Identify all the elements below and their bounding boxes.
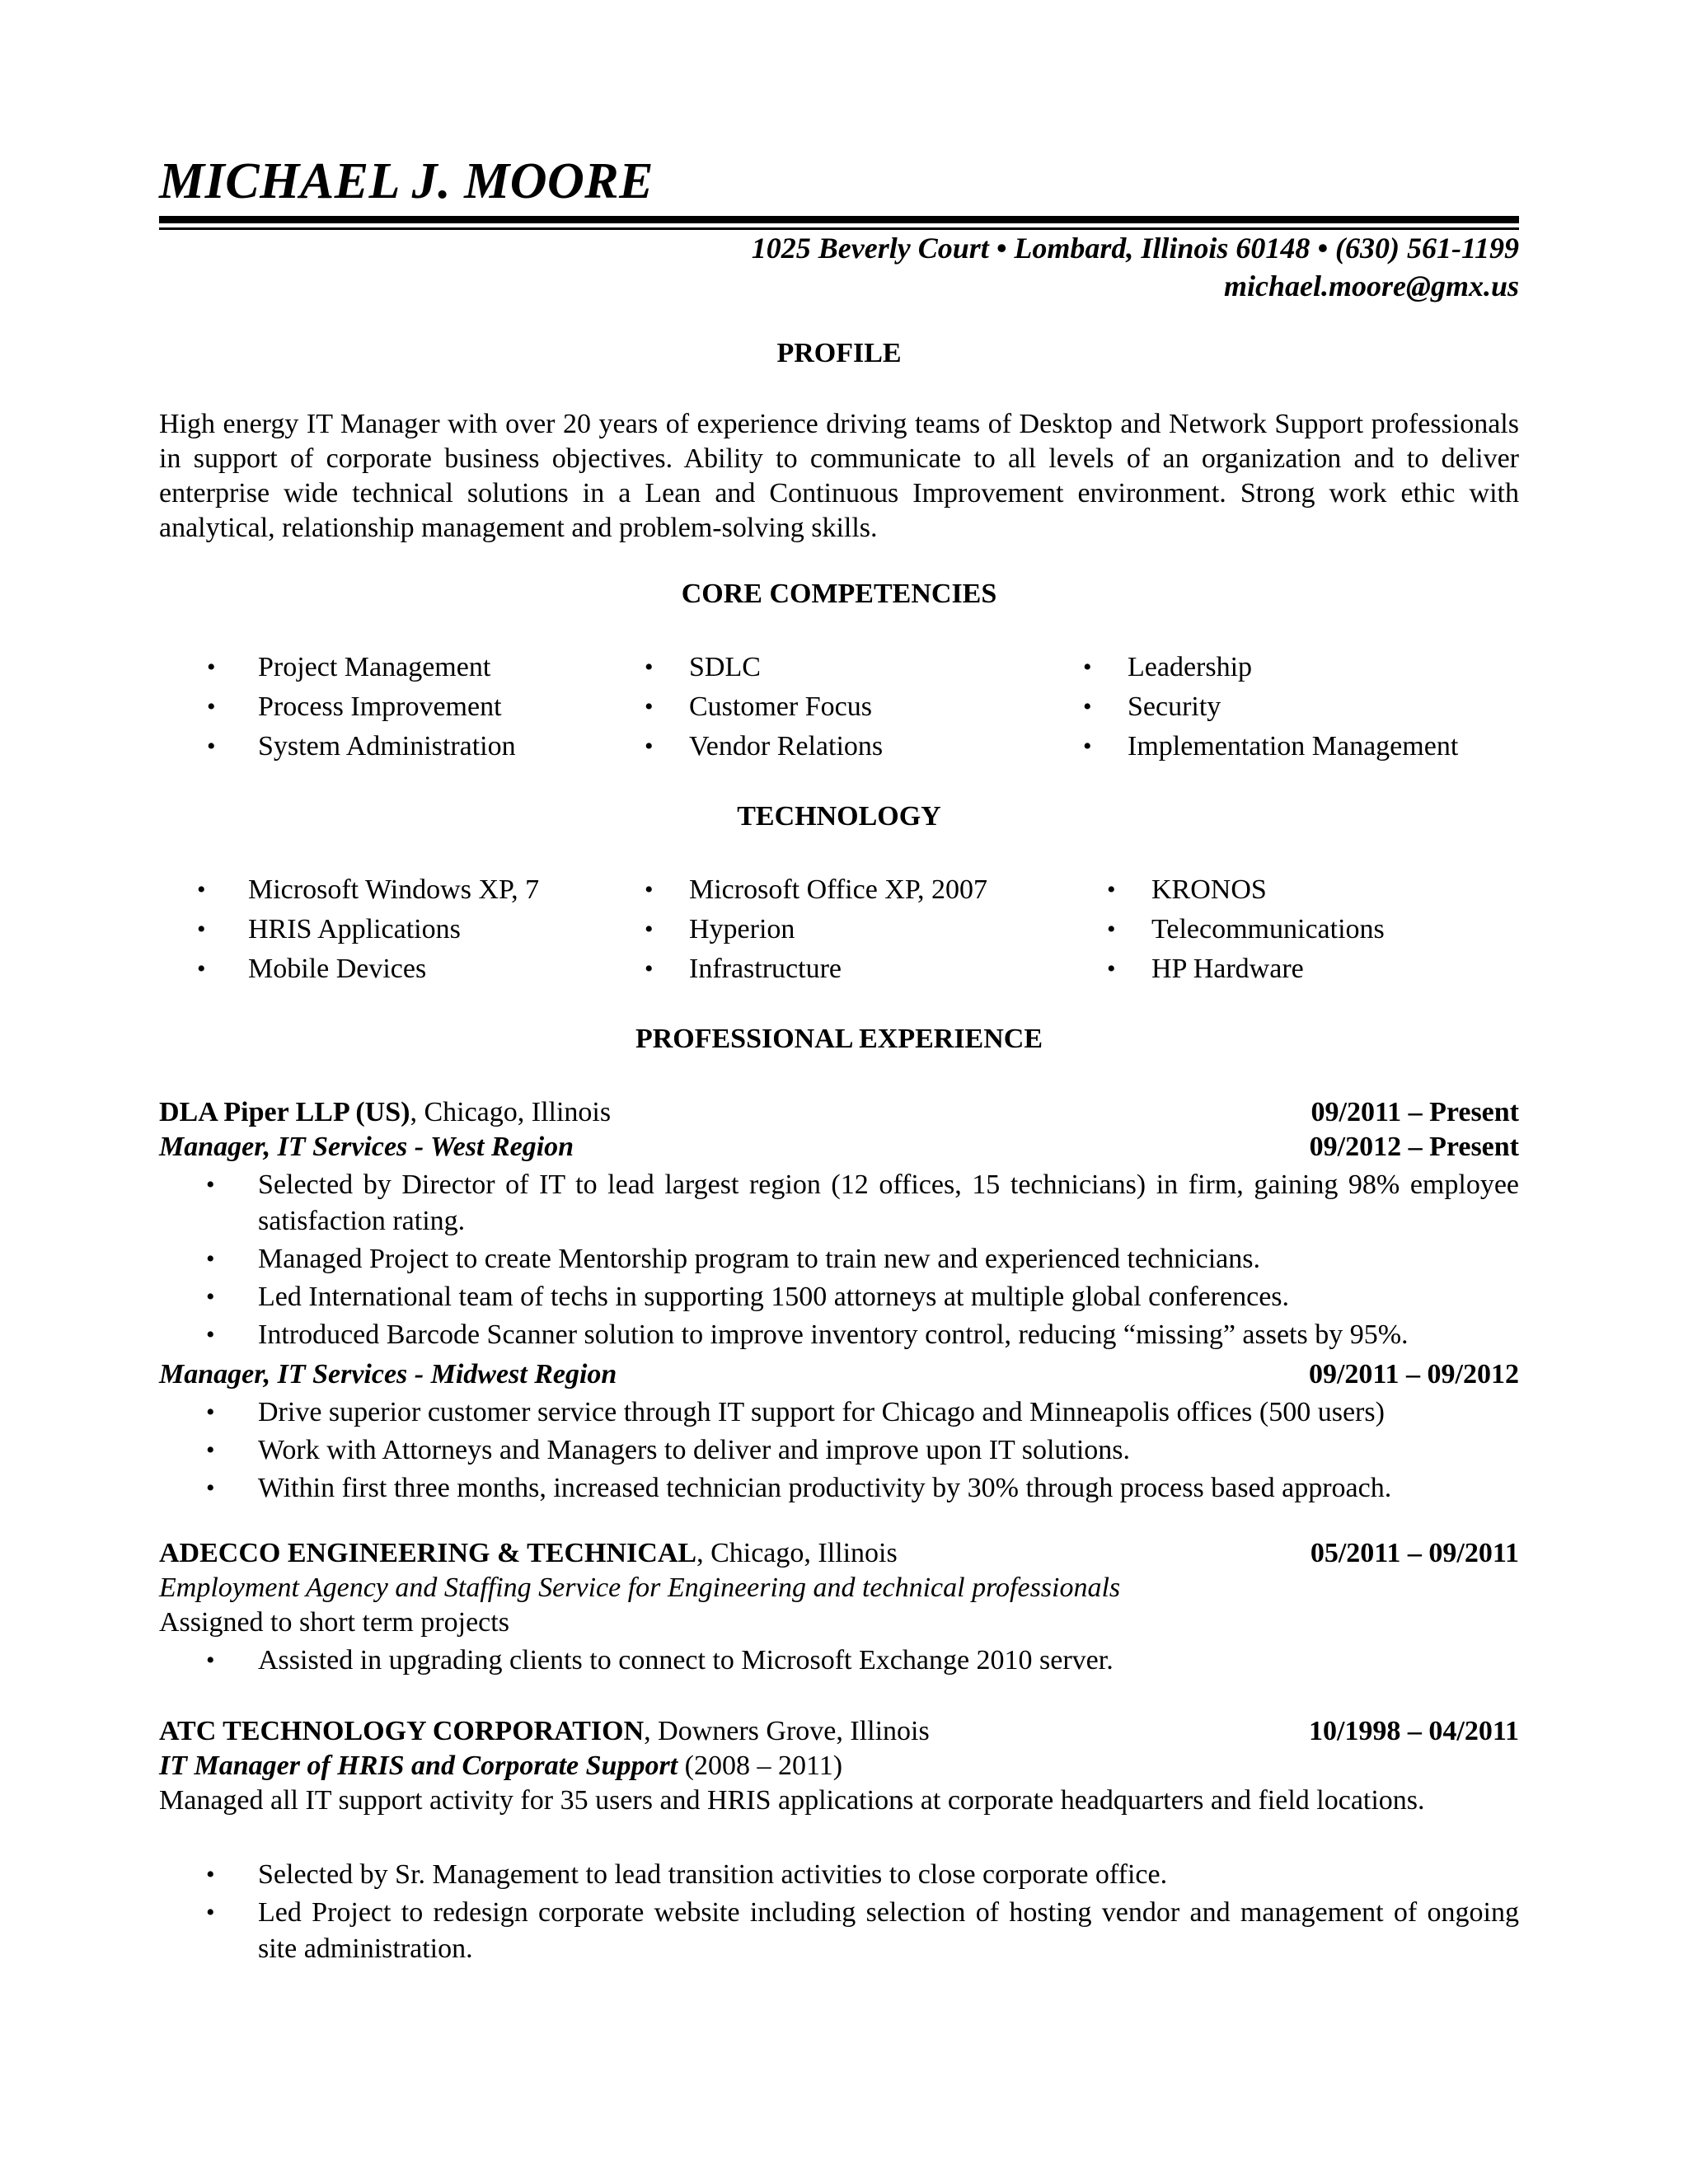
technology-column-1	[197, 870, 634, 989]
bullet-icon: •	[206, 1899, 215, 1926]
employer-name: ADECCO ENGINEERING & TECHNICAL	[159, 1538, 697, 1568]
list-item: • HP Hardware	[1107, 949, 1519, 989]
bullet-icon: •	[206, 1283, 215, 1310]
list-item: • Led International team of techs in supporting 1500 attorneys at multiple global conferences.	[159, 1279, 1519, 1315]
bullet-icon: •	[206, 1399, 215, 1426]
list-item: • Leadership	[1083, 648, 1519, 687]
bullet-icon: •	[206, 1474, 215, 1502]
list-item: • SDLC	[645, 648, 1073, 687]
list-item: • Managed Project to create Mentorship program to train new and experienced technicians.	[159, 1241, 1519, 1277]
bullet-icon: •	[207, 654, 216, 681]
list-item: • Telecommunications	[1107, 910, 1519, 949]
role-row-west	[159, 1130, 1519, 1165]
header-rule-thick	[159, 216, 1519, 223]
bullet-icon: •	[207, 733, 216, 760]
technology-heading: TECHNOLOGY	[737, 801, 941, 832]
list-item: • Vendor Relations	[645, 727, 1073, 766]
employer-row-adecco	[159, 1536, 1519, 1571]
role-summary: Managed all IT support activity for 35 users and HRIS applications at corporate headquarters and field locations.	[159, 1785, 1425, 1816]
employer-location: , Downers Grove, Illinois	[644, 1716, 930, 1746]
role-bullets-west	[159, 1167, 1519, 1353]
list-item: • HRIS Applications	[197, 910, 634, 949]
list-item: • Within first three months, increased technician productivity by 30% through process based approach.	[159, 1470, 1519, 1507]
bullet-icon: •	[197, 955, 206, 982]
employer-row-dla	[159, 1095, 1519, 1130]
list-item: • Implementation Management	[1083, 727, 1519, 766]
adecco-bullets	[159, 1643, 1519, 1679]
employer-name: DLA Piper LLP (US)	[159, 1097, 410, 1127]
list-item: • Process Improvement	[207, 687, 635, 727]
employer-description: Employment Agency and Staffing Service for Engineering and technical professionals	[159, 1572, 1121, 1603]
bullet-icon: •	[1107, 876, 1116, 903]
bullet-icon: •	[1107, 955, 1116, 982]
bullet-icon: •	[645, 955, 654, 982]
list-item: • Security	[1083, 687, 1519, 727]
bullet-icon: •	[206, 1436, 215, 1464]
list-item: • System Administration	[207, 727, 635, 766]
bullet-icon: •	[645, 733, 654, 760]
list-item: • Work with Attorneys and Managers to deliver and improve upon IT solutions.	[159, 1432, 1519, 1469]
list-item: • Introduced Barcode Scanner solution to improve inventory control, reducing “missing” assets by 95%.	[159, 1317, 1519, 1353]
employer-location: , Chicago, Illinois	[696, 1538, 898, 1568]
list-item: • Assisted in upgrading clients to connect to Microsoft Exchange 2010 server.	[159, 1643, 1519, 1679]
list-item: • Customer Focus	[645, 687, 1073, 727]
employment-dates: 10/1998 – 04/2011	[1308, 1716, 1519, 1746]
competencies-column-3	[1083, 648, 1519, 766]
competencies-heading: CORE COMPETENCIES	[681, 579, 997, 609]
employer-note: Assigned to short term projects	[159, 1607, 509, 1638]
role-title: Manager, IT Services - West Region	[159, 1132, 574, 1162]
list-item: • Microsoft Windows XP, 7	[197, 870, 634, 910]
list-item: • Infrastructure	[645, 949, 1073, 989]
list-item: • KRONOS	[1107, 870, 1519, 910]
bullet-icon: •	[206, 1245, 215, 1272]
contact-address-phone: 1025 Beverly Court • Lombard, Illinois 60148 • (630) 561-1199	[751, 232, 1519, 265]
employment-dates: 09/2011 – Present	[1311, 1097, 1519, 1127]
bullet-icon: •	[645, 916, 654, 943]
bullet-icon: •	[206, 1171, 215, 1198]
list-item: • Hyperion	[645, 910, 1073, 949]
employer-location: , Chicago, Illinois	[410, 1097, 612, 1127]
employer-row-atc	[159, 1714, 1519, 1749]
role-bullets-midwest	[159, 1394, 1519, 1507]
experience-heading: PROFESSIONAL EXPERIENCE	[635, 1024, 1043, 1054]
bullet-icon: •	[1083, 693, 1092, 720]
profile-text: High energy IT Manager with over 20 years of experience driving teams of Desktop and Network Support professionals in support of corporate business objectives. Ability to communicate to all levels of an organization and to deliver enterprise wide technical solutions in a Lean and Continuous Improvement environment. Strong work ethic with analytical, relationship management and problem-solving skills.	[159, 409, 1519, 543]
bullet-icon: •	[1107, 916, 1116, 943]
role-dates: 09/2011 – 09/2012	[1308, 1359, 1519, 1390]
bullet-icon: •	[206, 1647, 215, 1674]
role-title: IT Manager of HRIS and Corporate Support	[159, 1750, 678, 1781]
competencies-column-1	[207, 648, 635, 766]
profile-heading: PROFILE	[776, 338, 902, 368]
competencies-column-2	[645, 648, 1073, 766]
list-item: • Selected by Sr. Management to lead transition activities to close corporate office.	[159, 1857, 1519, 1893]
contact-email: michael.moore@gmx.us	[1224, 269, 1519, 302]
bullet-icon: •	[645, 693, 654, 720]
bullet-icon: •	[207, 693, 216, 720]
technology-column-3	[1107, 870, 1519, 989]
bullet-icon: •	[645, 876, 654, 903]
bullet-icon: •	[645, 654, 654, 681]
employer-name: ATC TECHNOLOGY CORPORATION	[159, 1716, 645, 1746]
role-title: Manager, IT Services - Midwest Region	[159, 1359, 617, 1390]
bullet-icon: •	[1083, 654, 1092, 681]
list-item: • Project Management	[207, 648, 635, 687]
role-years: (2008 – 2011)	[678, 1750, 843, 1781]
role-dates: 09/2012 – Present	[1309, 1132, 1519, 1162]
bullet-icon: •	[197, 876, 206, 903]
list-item: • Drive superior customer service through IT support for Chicago and Minneapolis offices (500 users)	[159, 1394, 1519, 1431]
role-row-midwest	[159, 1357, 1519, 1392]
list-item: • Microsoft Office XP, 2007	[645, 870, 1073, 910]
list-item: • Selected by Director of IT to lead largest region (12 offices, 15 technicians) in firm, gaining 98% employee satisfaction rating.	[159, 1167, 1519, 1240]
list-item: • Mobile Devices	[197, 949, 634, 989]
atc-bullets	[159, 1857, 1519, 1967]
employment-dates: 05/2011 – 09/2011	[1310, 1538, 1519, 1568]
bullet-icon: •	[1083, 733, 1092, 760]
contact-block	[752, 229, 1519, 305]
candidate-name: MICHAEL J. MOORE	[159, 153, 654, 209]
role-row-atc	[159, 1749, 1519, 1783]
bullet-icon: •	[206, 1861, 215, 1888]
technology-column-2	[645, 870, 1073, 989]
list-item: • Led Project to redesign corporate website including selection of hosting vendor and management of ongoing site administration.	[159, 1895, 1519, 1967]
bullet-icon: •	[197, 916, 206, 943]
bullet-icon: •	[206, 1321, 215, 1348]
